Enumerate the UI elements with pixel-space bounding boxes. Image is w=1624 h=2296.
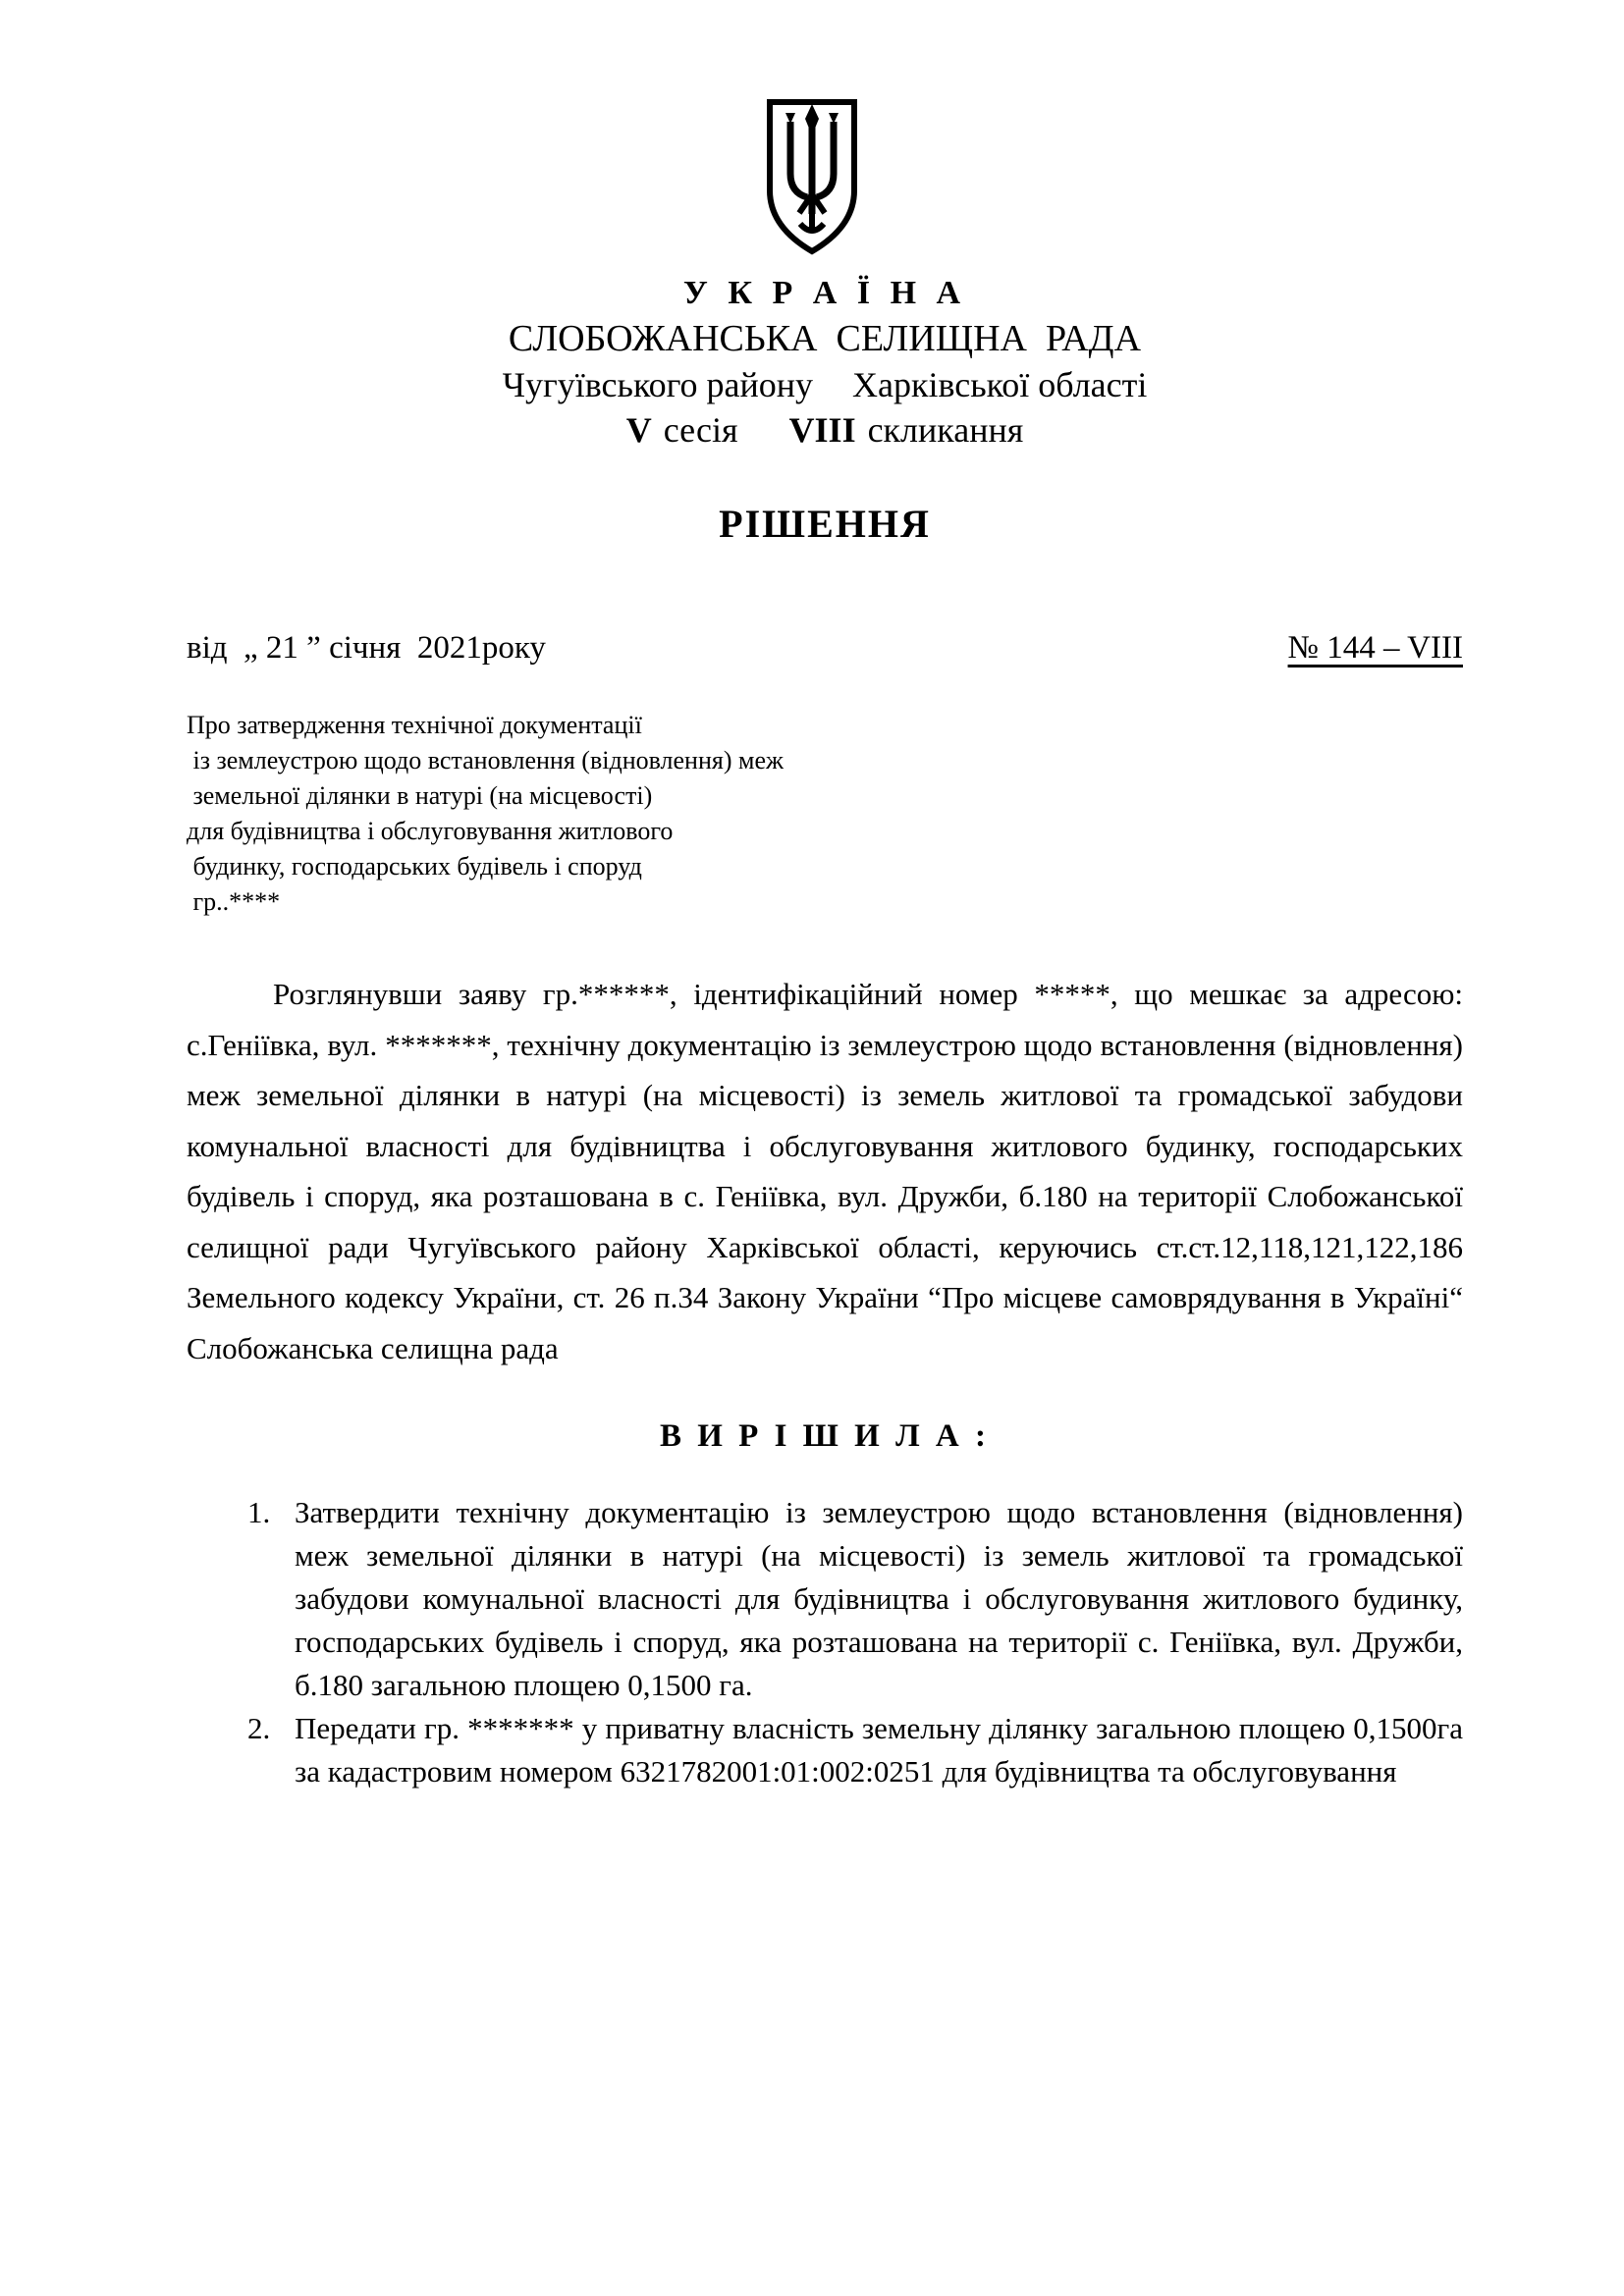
document-date: від „ 21 ” січня 2021року <box>187 630 546 666</box>
item-number: 1. <box>247 1495 271 1529</box>
council-title: СЛОБОЖАНСЬКА СЕЛИЩНА РАДА <box>508 318 1142 359</box>
region-name: Харківської області <box>851 365 1148 404</box>
subject-line: для будівництва і обслуговування житлового <box>187 817 674 845</box>
resolved-heading: В И Р І Ш И Л А : <box>660 1418 990 1454</box>
subject-line: будинку, господарських будівель і споруд <box>187 852 642 881</box>
item-text: Затвердити технічну документацію із землеустрою щодо встановлення (відновлення) меж земельної ділянки в натурі (на місцевості) із земель житлової та громадської забудови комунальної власності для будівництва і обслуговування житлового будинку, господарських будівель і споруд, яка розташована на території с. Геніївка, вул. Дружби, б.180 загальною площею 0,1500 га. <box>295 1495 1463 1702</box>
resolution-item <box>187 1491 1463 1707</box>
document-type-title: РІШЕННЯ <box>719 502 931 546</box>
session-line <box>187 407 1463 453</box>
district-name: Чугуївського району <box>502 365 813 404</box>
resolution-item <box>187 1707 1463 1793</box>
document-number: № 144 – VIII <box>1287 630 1463 666</box>
subject-line: із землеустрою щодо встановлення (відновлення) меж <box>187 746 784 774</box>
district-region-line <box>187 362 1463 407</box>
item-number: 2. <box>247 1711 271 1745</box>
session-word: сесія <box>663 410 738 450</box>
coat-of-arms-container <box>0 0 1624 260</box>
date-number-row <box>187 627 1463 668</box>
item-text: Передати гр. ******* у приватну власність земельну ділянку загальною площею 0,1500га за кадастровим номером 6321782001:01:002:0251 для будівництва та обслуговування <box>295 1711 1463 1789</box>
convocation-word: скликання <box>867 410 1024 450</box>
resolution-items <box>187 1491 1463 1793</box>
subject-line: Про затвердження технічної документації <box>187 711 642 739</box>
subject-line: земельної ділянки в натурі (на місцевості) <box>187 781 653 810</box>
ukraine-trident-icon <box>763 98 861 255</box>
session-number: V <box>625 410 652 450</box>
preamble-paragraph: Розглянувши заяву гр.******, ідентифікаційний номер *****, що мешкає за адресою: с.Геніївка, вул. *******, технічну документацію із землеустрою щодо встановлення (відновлення) меж земельної ділянки в натурі (на місцевості) із земель житлової та громадської забудови комунальної власності для будівництва і обслуговування житлового будинку, господарських будівель і споруд, яка розташована в с. Геніївка, вул. Дружби, б.180 на території Слобожанської селищної ради Чугуївського району Харківської області, керуючись ст.ст.12,118,121,122,186 Земельного кодексу України, ст. 26 п.34 Закону України “Про місцеве самоврядування в Україні“ Слобожанська селищна рада <box>187 977 1463 1365</box>
subject-block <box>187 708 1463 920</box>
country-title: У К Р А Ї Н А <box>682 275 967 311</box>
convocation-number: VIII <box>788 410 856 450</box>
subject-line: гр..**** <box>187 887 281 916</box>
